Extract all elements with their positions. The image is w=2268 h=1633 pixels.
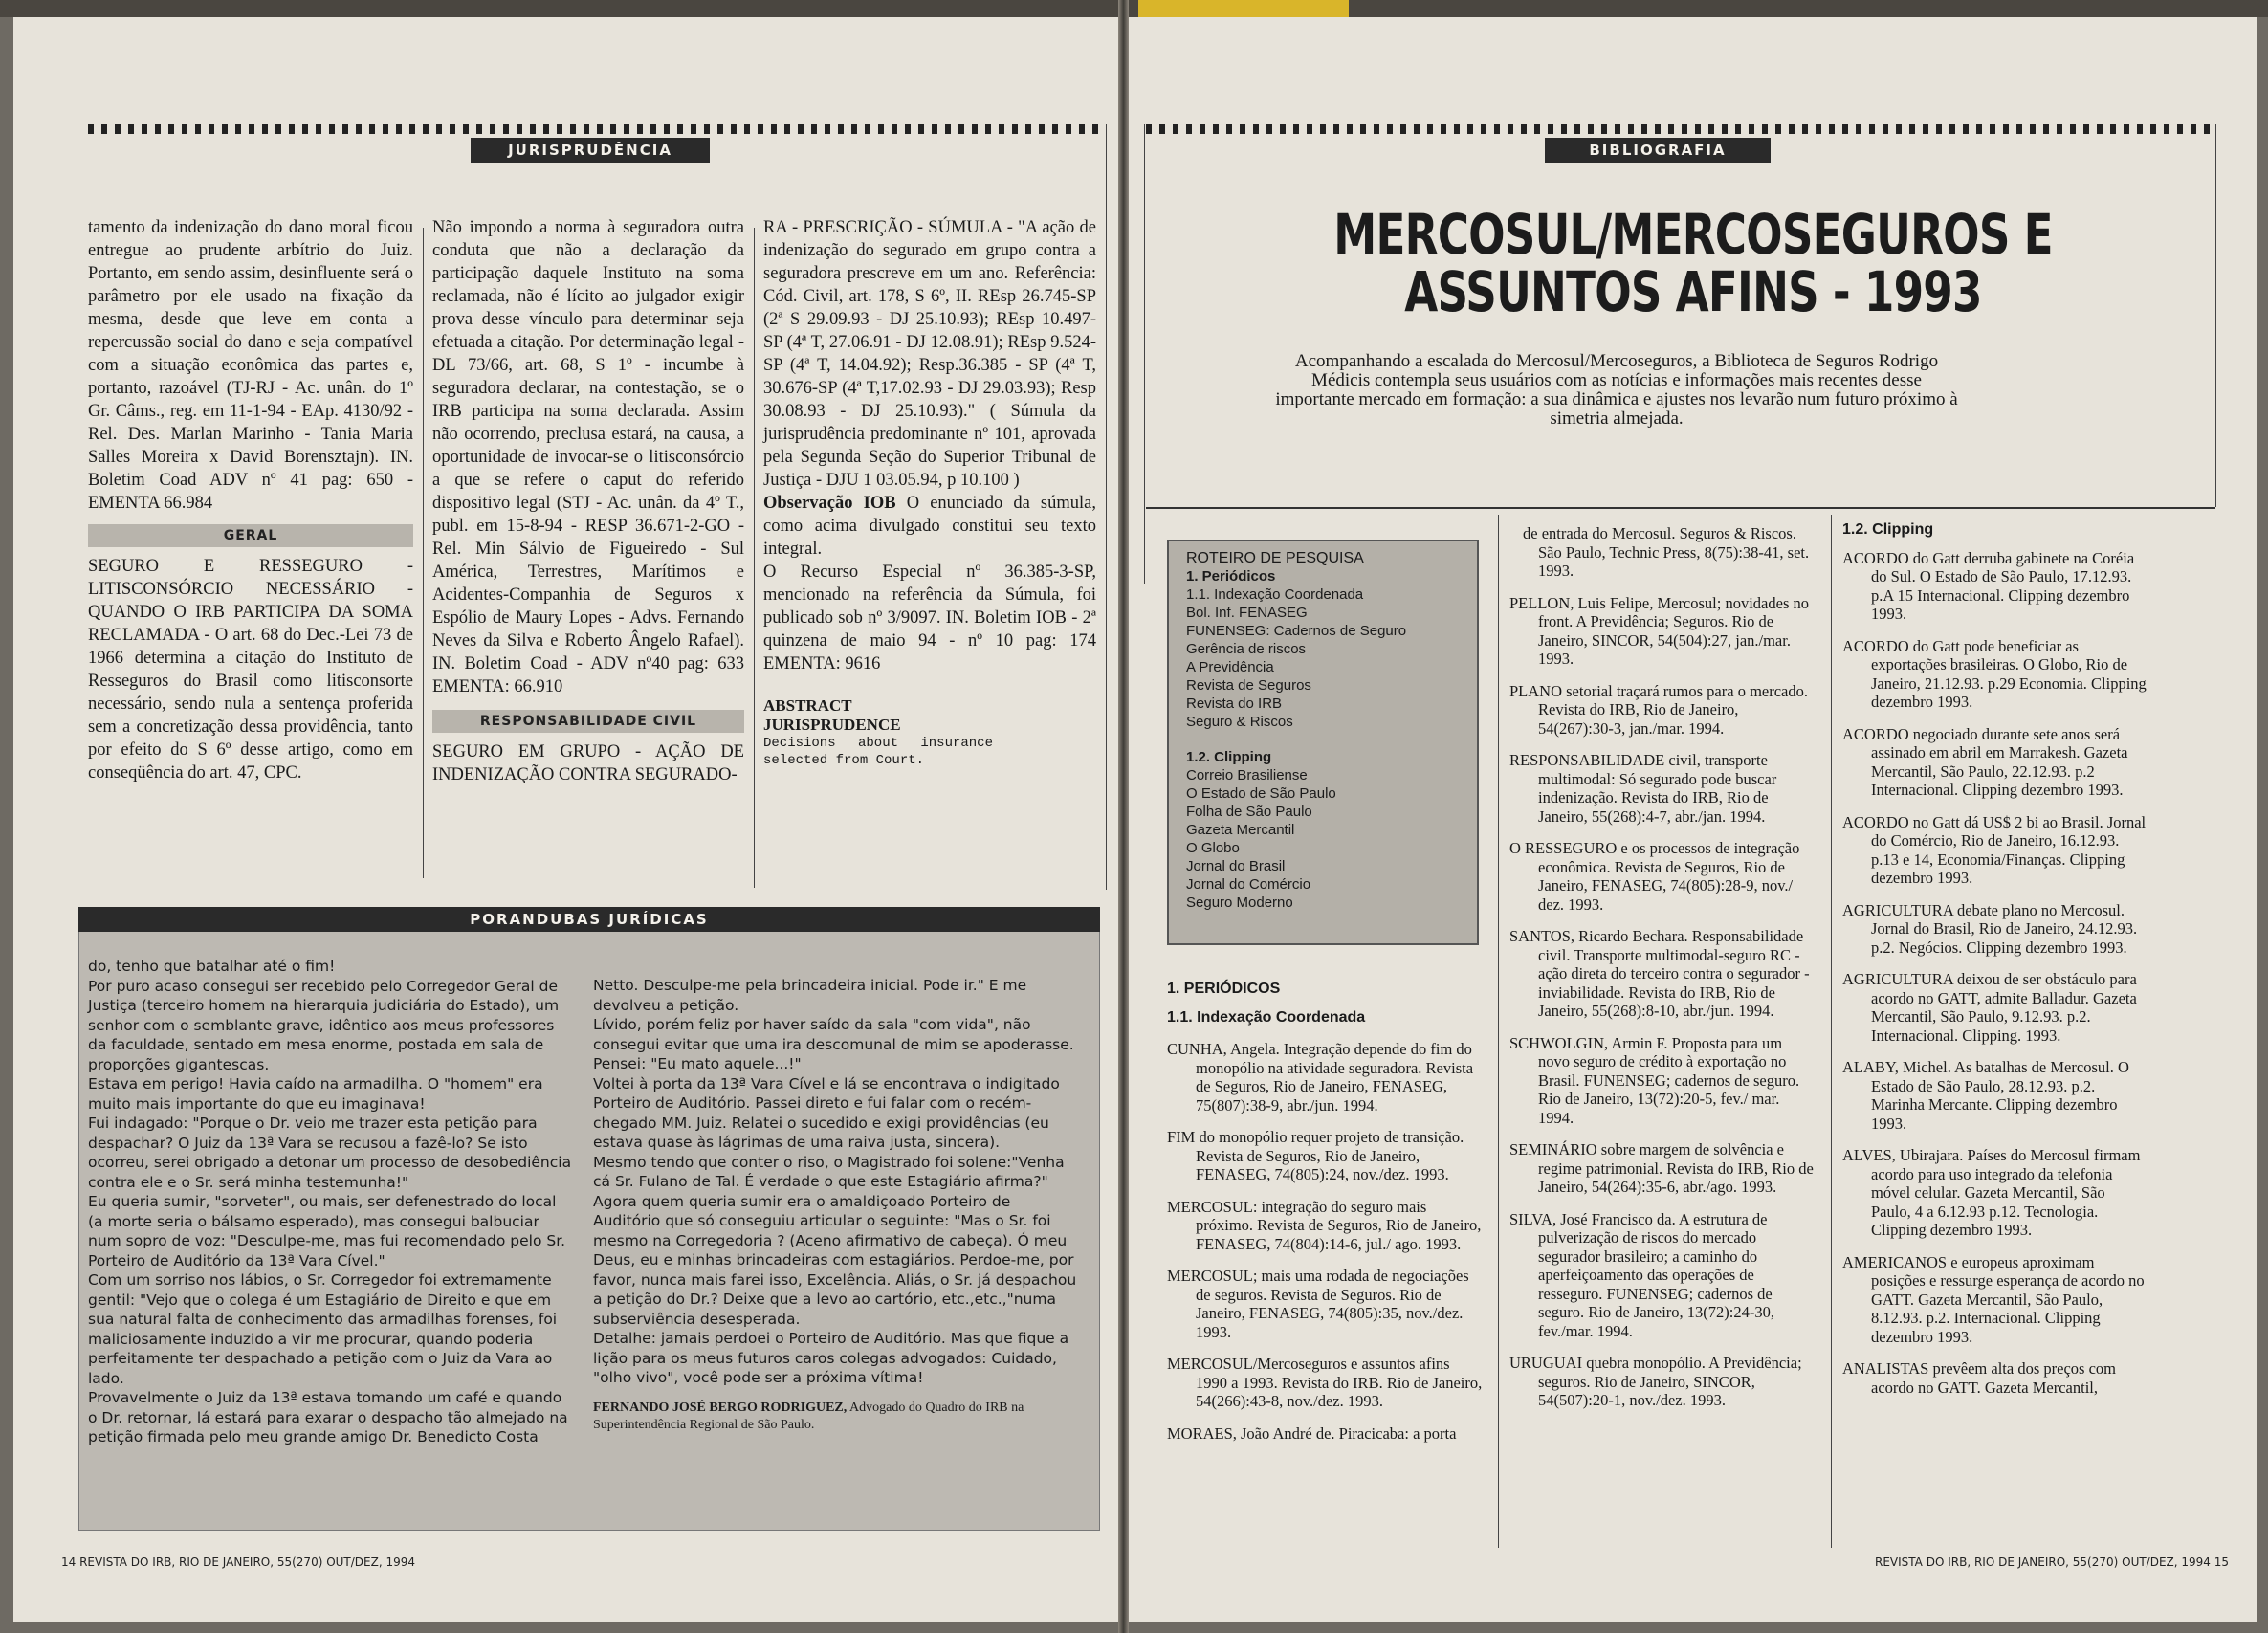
book-spine <box>1118 0 1129 1633</box>
obs-label: Observação IOB <box>763 494 896 513</box>
obs-text: O enunciado da súmula, como acima divulgado constitui seu texto integral. <box>763 494 1096 559</box>
bib-entry: PELLON, Luis Felipe, Mercosul; novidades no front. A Previdência; Seguros. Rio de Janeiro, SINCOR, 54(504):27, jan./mar. 1993. <box>1509 593 1810 668</box>
author-signature <box>593 1400 1081 1434</box>
bib-entry: AGRICULTURA deixou de ser obstáculo para acordo no GATT, admite Balladur. Gazeta Mercantil, São Paulo, 9.12.93. p.2. Internacional. Clipping. 1993. <box>1842 970 2137 1045</box>
bib-entry: RESPONSABILIDADE civil, transporte multimodal: Só segurado pode buscar indenização. Revista do IRB, Rio de Janeiro, 55(268):4-7, abr./jan. 1994. <box>1509 751 1777 826</box>
porandubas-column-2 <box>593 976 1081 1434</box>
roteiro-item: A Previdência <box>1186 659 1274 675</box>
por-para: Por puro acaso consegui ser recebido pelo Corregedor Geral de Justiça (terceiro homem na hierarquia judiciária do Estado), um senhor com o semblante grave, idêntico aos meus professores da faculdade, sentado em mesa enorme, postada em sala de proporções gigantescas. <box>88 977 560 1073</box>
roteiro-title: ROTEIRO DE PESQUISA <box>1186 550 1364 566</box>
page-frame-right <box>1106 124 1107 890</box>
scan-top-edge <box>0 0 2268 17</box>
por-para: Lívido, porém feliz por haver saído da sala "com vida", não consegui evitar que uma ira descomunal de mim se apoderasse. Pensei: "Eu mato aquele...!" <box>593 1016 1074 1072</box>
bib-entry: SEMINÁRIO sobre margem de solvência e regime patrimonial. Revista do IRB, Rio de Janeiro, 54(264):35-6, abr./ago. 1993. <box>1509 1140 1814 1196</box>
juris-column-3 <box>763 216 1096 769</box>
left-page <box>13 17 1118 1622</box>
roteiro-item: Revista do IRB <box>1186 695 1283 712</box>
roteiro-item: O Globo <box>1186 840 1240 856</box>
left-footer: 14 REVISTA DO IRB, RIO DE JANEIRO, 55(270) OUT/DEZ, 1994 <box>61 1556 416 1569</box>
clipping-heading: 1.2. Clipping <box>1842 521 1934 538</box>
porandubas-column-1 <box>88 957 574 1447</box>
por-para: Agora quem queria sumir era o amaldiçoado Porteiro de Auditório que só conseguiu articular o seguinte: "Mas o Sr. foi mesmo na Corregedoria ? (Aceno afirmativo de cabeça). Ó meu Deus, eu e minhas brincadeiras com estagiários. Perdoe-me, por favor, nunca mais farei isso, Excelência. Aliás, o Sr. já despachou a petição do Dr.? Deixe que a levo ao cartório, etc.,etc.,"numa subserviência desesperada. <box>593 1192 1077 1328</box>
por-para: Eu queria sumir, "sorveter", ou mais, ser defenestrado do local (a morte seria o bálsamo esperado), mas consegui balbuciar num sopro de voz: "Desculpe-me, mas fui recomendado pelo Sr. Porteiro de Auditório da 13ª Vara Cível." <box>88 1193 566 1269</box>
geral-title: SEGURO E RESSEGURO - LITISCONSÓRCIO NECESSÁRIO - QUANDO O IRB PARTICIPA DA SOMA RECLAMADA <box>88 557 413 645</box>
bib-entry: FIM do monopólio requer projeto de transição. Revista de Seguros, Rio de Janeiro, FENASEG, 74(805):24, nov./dez. 1993. <box>1167 1128 1464 1183</box>
page-frame-left <box>1144 124 1145 584</box>
section-tag-jurisprudencia: JURISPRUDÊNCIA <box>471 138 710 163</box>
roteiro-section-1: 1. Periódicos <box>1186 568 1276 585</box>
roteiro-item: Gazeta Mercantil <box>1186 822 1295 838</box>
bib-column-1 <box>1167 976 1483 1456</box>
column-divider <box>1831 515 1832 1548</box>
roteiro-item: Folha de São Paulo <box>1186 804 1312 820</box>
bib-column-2 <box>1509 524 1816 1423</box>
section-rule <box>1146 507 2215 509</box>
roteiro-box <box>1167 540 1479 945</box>
porandubas-heading: PORANDUBAS JURÍDICAS <box>78 907 1100 932</box>
page-frame-right <box>2215 124 2216 507</box>
por-para: Netto. Desculpe-me pela brincadeira inicial. Pode ir." E me devolveu a petição. <box>593 977 1027 1014</box>
bib-entry: SCHWOLGIN, Armin F. Proposta para um novo seguro de crédito à exportação no Brasil. FUNENSEG; cadernos de seguro. Rio de Janeiro, 13(72):20-5, fev./ mar. 1994. <box>1509 1033 1800 1127</box>
roteiro-item: Gerência de riscos <box>1186 641 1307 657</box>
bib-entry: ACORDO no Gatt dá US$ 2 bi ao Brasil. Jornal do Comércio, Rio de Janeiro, 16.12.93. p.13 e 14, Economia/Finanças. Clipping dezembro 1993. <box>1842 812 2147 887</box>
juris-col3-text: RA - PRESCRIÇÃO - SÚMULA - "A ação de indenização do segurado em grupo contra a seguradora prescreve em um ano. Referência: Cód. Civil, art. 178, S 6º, II. REsp 26.745-SP (2ª S 29.09.93 - DJ 25.10.93); REsp 10.497-SP (4ª T, 27.06.91 - DJ 12.08.91); REsp 9.524-SP (4ª T, 14.04.92); Resp.36.385 - SP (4ª T, 30.676-SP (4ª T,17.02.93 - DJ 29.03.93); Resp 30.08.93 - DJ 25.10.93)." ( Súmula da jurisprudência predominante nº 101, aprovada pela Segunda Seção do Superior Tribunal de Justiça - DJU 1 03.05.94, p 10.100 ) <box>763 218 1096 490</box>
por-para: Com um sorriso nos lábios, o Sr. Corregedor foi extremamente gentil: "Vejo que o colega é um Estagiário de Direito e que em sua natural falta de conhecimento das armadilhas forenses, foi maliciosamente induzido a vir me procurar, quando poderia perfeitamente ter despachado a petição com o Juiz da Vara ao lado. <box>88 1271 558 1387</box>
por-para: Mesmo tendo que conter o riso, o Magistrado foi solene:"Venha cá Sr. Fulano de Tal. É verdade o que este Estagiário afirma?" <box>593 1153 1065 1190</box>
geral-heading: GERAL <box>88 524 413 547</box>
bib-entry: AGRICULTURA debate plano no Mercosul. Jornal do Brasil, Rio de Janeiro, 24.12.93. p.2. Negócios. Clipping dezembro 1993. <box>1842 900 2138 957</box>
obs-text-2: O Recurso Especial nº 36.385-3-SP, mencionado na referência da Súmula, foi publicado sob nº 3/9097. IN. Boletim IOB - 2ª quinzena de maio 94 - nº 10 pag: 174 EMENTA: 9616 <box>763 563 1096 673</box>
abstract-block <box>763 696 993 769</box>
indexacao-heading: 1.1. Indexação Coordenada <box>1167 1008 1366 1026</box>
resp-civil-heading: RESPONSABILIDADE CIVIL <box>432 710 744 733</box>
article-title-line-1: MERCOSUL/MERCOSEGUROS E <box>1333 202 2053 267</box>
roteiro-item: Seguro Moderno <box>1186 894 1293 911</box>
roteiro-item: Correio Brasiliense <box>1186 767 1308 783</box>
bib-column-3 <box>1842 517 2148 1410</box>
roteiro-item: Bol. Inf. FENASEG <box>1186 605 1308 621</box>
bib-entry: URUGUAI quebra monopólio. A Previdência; seguros. Rio de Janeiro, SINCOR, 54(507):20-1, nov./dez. 1993. <box>1509 1354 1802 1409</box>
roteiro-item: O Estado de São Paulo <box>1186 785 1336 802</box>
bib-entry: O RESSEGURO e os processos de integração econômica. Revista de Seguros, Rio de Janeiro, FENASEG, 74(805):28-9, nov./ dez. 1993. <box>1509 839 1800 914</box>
roteiro-item: Seguro & Riscos <box>1186 714 1293 730</box>
bib-entry: AMERICANOS e europeus aproximam posições e ressurge esperança de acordo no GATT. Gazeta Mercantil, São Paulo, 8.12.93. p.2. Internacional. Clipping dezembro 1993. <box>1842 1252 2145 1346</box>
bib-entry: ACORDO do Gatt derruba gabinete na Coréia do Sul. O Estado de São Paulo, 17.12.93. p.A 15 Internacional. Clipping dezembro 1993. <box>1842 548 2135 623</box>
bib-entry: MERCOSUL: integração do seguro mais próximo. Revista de Seguros, Rio de Janeiro, FENASEG, 74(804):14-6, jul./ ago. 1993. <box>1167 1197 1482 1253</box>
bib-entry: MERCOSUL/Mercoseguros e assuntos afins 1990 a 1993. Revista do IRB. Rio de Janeiro, 54(266):43-8, nov./dez. 1993. <box>1167 1355 1483 1410</box>
juris-column-1 <box>88 216 413 784</box>
por-para: Estava em perigo! Havia caído na armadilha. O "homem" era muito mais importante do que eu imaginava! <box>88 1075 543 1113</box>
bib-entry: SILVA, José Francisco da. A estrutura de pulverização de riscos do mercado segurador brasileiro; a caminho do aperfeiçoamento das operações de resseguro. FUNENSEG; cadernos de seguro. Rio de Janeiro, 13(72):24-30, fev./mar. 1994. <box>1509 1209 1774 1340</box>
roteiro-item: FUNENSEG: Cadernos de Seguro <box>1186 623 1407 639</box>
bib-entry: de entrada do Mercosul. Seguros & Riscos. São Paulo, Technic Press, 8(75):38-41, set. 1993. <box>1523 524 1810 580</box>
dotted-rule <box>1146 124 2215 134</box>
column-divider <box>754 228 755 888</box>
por-para: Fui indagado: "Porque o Dr. veio me trazer esta petição para despachar? O Juiz da 13ª Vara se recusou a fazê-lo? Se isto ocorreu, serei obrigado a detonar um processo de desobediência contra ele e o Sr. será minha testemunha!" <box>88 1114 572 1191</box>
column-divider <box>1498 515 1499 1548</box>
signature-name: FERNANDO JOSÉ BERGO RODRIGUEZ, <box>593 1400 848 1415</box>
bib-entry: MERCOSUL; mais uma rodada de negociações de seguros. Revista de Seguros. Rio de Janeiro, FENASEG, 74(805):35, nov./dez. 1993. <box>1167 1267 1469 1341</box>
abstract-text: Decisions about insurance selected from Court. <box>763 736 993 768</box>
juris-col2-text: Não impondo a norma à seguradora outra conduta que não a declaração da participação daquele Instituto na soma reclamada, não é lícito ao julgador exigir prova desse vínculo para determinar seja efetuada a citação. Por determinação legal - DL 73/66, art. 68, S 1º - incumbe à seguradora declarar, na contestação, se o IRB participa na soma declarada. Assim não ocorrendo, preclusa estará, na causa, a oportunidade de invocar-se o litisconsórcio a que se refere o caput do referido dispositivo legal (STJ - Ac. unân. da 4º T., publ. em 15-8-94 - RESP 36.671-2-GO - Rel. Min Sálvio de Figueiredo - Sul América, Terrestres, Marítimos e Acidentes-Companhia de Seguros x Espólio de Maury Lopes - Advs. Fernando Neves da Silva e Roberto Ângelo Rafael). IN. Boletim Coad - ADV nº40 pag: 633 EMENTA: 66.910 <box>432 218 744 696</box>
yellow-page-edge <box>1138 0 1349 17</box>
por-para: Detalhe: jamais perdoei o Porteiro de Auditório. Mas que fique a lição para os meus futuros caros colegas advogados: Cuidado, "olho vivo", você pode ser a próxima vítima! <box>593 1330 1069 1386</box>
bib-entry: CUNHA, Angela. Integração depende do fim do monopólio na atividade seguradora. Revista de Seguros, Rio de Janeiro, FENASEG, 75(807):38-9, abr./jun. 1994. <box>1167 1040 1474 1114</box>
signature-rest: Advogado do Quadro do IRB na Superintendência Regional de São Paulo. <box>593 1400 1024 1432</box>
bib-entry: PLANO setorial traçará rumos para o mercado. Revista do IRB, Rio de Janeiro, 54(267):30-3, jan./mar. 1994. <box>1509 681 1809 738</box>
roteiro-item: Jornal do Brasil <box>1186 858 1286 874</box>
observacao-iob <box>763 492 1096 561</box>
roteiro-item: Revista de Seguros <box>1186 677 1311 694</box>
bib-entry: ACORDO do Gatt pode beneficiar as exportações brasileiras. O Globo, Rio de Janeiro, 21.12.93. p.29 Economia. Clipping dezembro 1993. <box>1842 636 2147 711</box>
bib-entry: ALABY, Michel. As batalhas de Mercosul. O Estado de São Paulo, 28.12.93. p.2. Marinha Mercante. Clipping dezembro 1993. <box>1842 1058 2129 1133</box>
geral-text: - O art. 68 do Dec.-Lei 73 de 1966 determina a citação do Instituto de Resseguros do Brasil como litisconsorte necessário, sendo nula a sentença proferida sem a concretização dessa providência, tanto por efeito do S 6º desse artigo, como em conseqüência do art. 47, CPC. <box>88 626 413 783</box>
article-title-line-2: ASSUNTOS AFINS - 1993 <box>1404 259 1982 324</box>
abstract-title: ABSTRACT JURISPRUDENCE <box>763 696 901 734</box>
por-para: do, tenho que batalhar até o fim! <box>88 958 336 975</box>
column-divider <box>423 228 424 878</box>
por-para: Voltei à porta da 13ª Vara Cível e lá se encontrava o indigitado Porteiro de Auditório. Passei direto e fui falar com o recém-chegado MM. Juiz. Relatei o sucedido e exigi providências (eu estava quase às lágrimas de uma raiva justa, sincera). <box>593 1074 1060 1151</box>
juris-col1-text: tamento da indenização do dano moral ficou entregue ao prudente arbítrio do Juiz. Portanto, em sendo assim, desinfluente será o parâmetro por ele usado na fixação da mesma, desde que leve em conta a repercussão social do dano e seja compatível com a situação econômica das partes e, portanto, razoável (TJ-RJ - Ac. unân. do 1º Gr. Câms., reg. em 11-1-94 - EAp. 4130/92 - Rel. Des. Marlan Marinho - Tania Maria Salles Moreira x David Borensztajn). IN. Boletim Coad ADV nº 41 pag: 650 - EMENTA 66.984 <box>88 218 413 513</box>
bib-entry: ANALISTAS prevêem alta dos preços com acordo no GATT. Gazeta Mercantil, <box>1842 1359 2116 1397</box>
bib-entry: SANTOS, Ricardo Bechara. Responsabilidade civil. Transporte multimodal-seguro RC - ação direta do terceiro contra o segurador - inviabilidade. Revista do IRB, Rio de Janeiro, 55(268):8-10, abr./jun. 1994. <box>1509 927 1810 1020</box>
juris-column-2 <box>432 216 744 786</box>
por-para: Provavelmente o Juiz da 13ª estava tomando um café e quando o Dr. retornar, lá estará para exarar o despacho tão almejado na petição firmada pelo meu grande amigo Dr. Benedicto Costa <box>88 1389 568 1445</box>
resp-civil-title: SEGURO EM GRUPO - AÇÃO DE INDENIZAÇÃO CONTRA SEGURADO- <box>432 742 744 784</box>
right-page <box>1129 17 2257 1622</box>
geral-body <box>88 555 413 784</box>
bib-entry: ACORDO negociado durante sete anos será assinado em abril em Marrakesh. Gazeta Mercantil, São Paulo, 22.12.93. p.2 Internacional. Clipping dezembro 1993. <box>1842 724 2128 799</box>
roteiro-item: Jornal do Comércio <box>1186 876 1311 893</box>
bib-entry: MORAES, João André de. Piracicaba: a porta <box>1167 1423 1457 1443</box>
periodicos-heading: 1. PERIÓDICOS <box>1167 981 1281 997</box>
roteiro-section-2: 1.2. Clipping <box>1186 749 1272 765</box>
right-footer: REVISTA DO IRB, RIO DE JANEIRO, 55(270) OUT/DEZ, 1994 15 <box>1875 1556 2230 1569</box>
article-lead: Acompanhando a escalada do Mercosul/Mercoseguros, a Biblioteca de Seguros Rodrigo Médicis contempla seus usuários com as notícias e informações mais recentes desse importante mercado em formação: a sua dinâmica e ajustes nos levarão num futuro próximo à simetria almejada. <box>1275 351 1958 429</box>
dotted-rule <box>88 124 1107 134</box>
bib-entry: ALVES, Ubirajara. Países do Mercosul firmam acordo para uso integrado da telefonia móvel celular. Gazeta Mercantil, São Paulo, 4 a 6.12.93 p.12. Tecnologia. Clipping dezembro 1993. <box>1842 1146 2141 1239</box>
section-tag-bibliografia: BIBLIOGRAFIA <box>1545 138 1771 163</box>
roteiro-item: 1.1. Indexação Coordenada <box>1186 586 1364 603</box>
